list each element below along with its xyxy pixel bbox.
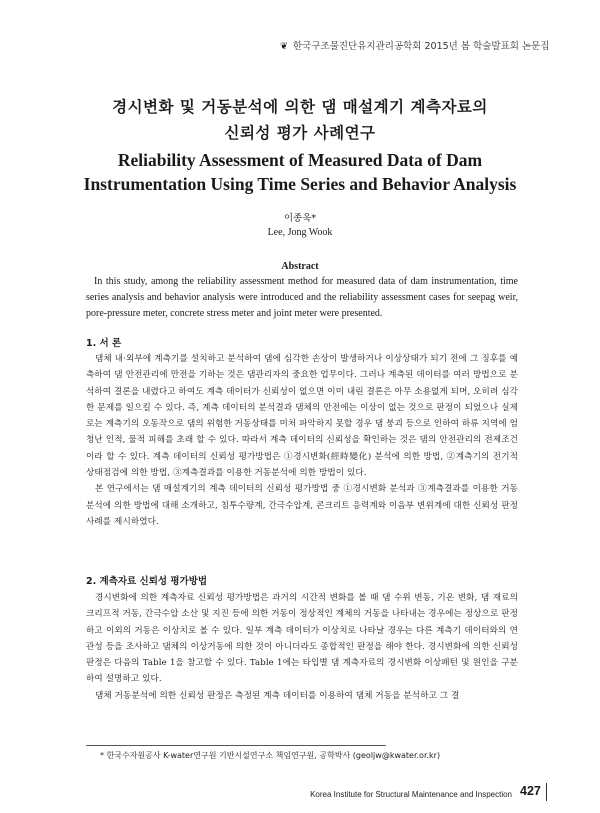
page-number: 427 — [520, 784, 541, 798]
section-2-heading: 2. 계측자료 신뢰성 평가방법 — [86, 576, 208, 587]
header-ornament-icon: ❦ — [280, 41, 288, 52]
footer-divider — [546, 783, 547, 801]
korean-title-line-1: 경시변화 및 거동분석에 의한 댐 매설계기 계측자료의 — [112, 98, 488, 116]
english-title-line-2: Instrumentation Using Time Series and Behavior Analysis — [83, 174, 517, 194]
english-title-line-1: Reliability Assessment of Measured Data of Dam — [117, 150, 483, 170]
section-2-paragraph-1: 경시변화에 의한 계측자료 신뢰성 평가방법은 과거의 시간적 변화를 볼 때 댐 수위 변동, 기온 변화, 댐 재료의 크리프적 거동, 간극수압 소산 및 지진 등에 의한 거동이 정상적인 계체의 거동을 나타내는 경우에는 정상으로 판정하고 이외의 거동은 이상치로 볼 수 있다. 일부 계측 데이터가 이상치로 나타날 경우는 다른 계측기 데이터와의 연관성 등을 조사하고 댐체의 이상거동에 의한 것이 아니더라도 종합적인 판정을 해야 한다. 경시변화에 의한 신뢰성 판정은 다음의 Table 1을 참고할 수 있다. Table 1에는 타입별 댐 계측자료의 경시변화 이상패턴 및 원인을 구분하여 설명하고 있다. — [86, 593, 518, 685]
section-1-body — [86, 351, 518, 530]
section-2-paragraph-2: 댐체 거동분석에 의한 신뢰성 판정은 측정된 계측 데이터를 이용하여 댐체 거동을 분석하고 그 결 — [95, 690, 460, 701]
journal-name: 한국구조물진단유지관리공학회 2015년 봄 학술발표회 논문집 — [293, 41, 550, 52]
footer-institute: Korea Institute for Structural Maintenance and Inspection — [310, 790, 512, 799]
section-1-paragraph-2: 본 연구에서는 댐 매설계기의 계측 데이터의 신뢰성 평가방법 중 ①경시변화 분석과 ③계측결과를 이용한 거동분석에 의한 방법에 대해 소개하고, 침투수량계, 간극수압계, 콘크리트 응력계와 이음부 변위계에 대한 신뢰성 판정 사례를 제시하였다. — [86, 484, 518, 527]
running-header — [280, 38, 550, 52]
korean-title-line-2: 신뢰성 평가 사례연구 — [224, 124, 376, 142]
english-title — [40, 148, 560, 196]
section-1-paragraph-1: 댐체 내·외부에 계측기를 설치하고 분석하여 댐에 심각한 손상이 발생하거나 이상상태가 되기 전에 그 징후를 예측하여 댐 안전관리에 만전을 기하는 것은 댐관리자의 중요한 업무이다. 그러나 계측된 데이터를 여러 방법으로 분석하여 결론을 내렸다고 하여도 계측 데이터가 신뢰성이 없으면 이미 내린 결론은 아무 소용없게 되며, 오히려 심각한 문제를 일으킬 수 있다. 즉, 계측 데이터의 분석결과 댐체의 안전에는 이상이 없는 것으로 판정이 되었으나 실제로는 계측기의 오동작으로 댐의 위험한 거동상태를 미처 파악하지 못할 경우 댐 붕괴 등으로 인하여 하류 지역에 엄청난 인적, 물적 피해를 초래 할 수 있다. 따라서 계측 데이터의 신뢰성을 확인하는 것은 댐의 안전관리의 전제조건이라 할 수 있다. 계측 데이터의 신뢰성 평가방법은 ①경시변화(經時變化) 분석에 의한 방법, ②계측기의 전기적 상태점검에 의한 방법, ③계측결과를 이용한 거동분석에 의한 방법이 있다. — [86, 354, 518, 479]
author-name-korean: 이종욱* — [283, 213, 317, 224]
abstract-heading: Abstract — [281, 261, 319, 272]
section-2-body — [86, 590, 518, 704]
korean-title — [60, 94, 540, 146]
abstract-text: In this study, among the reliability assessment method for measured data of dam instrumentation, time series analysis and behavior analysis were introduced and the reliability assessment cases for seepag weir, pore-pressure meter, concrete stress meter and joint meter were presented. — [86, 276, 518, 319]
section-1-heading: 1. 서 론 — [86, 338, 122, 349]
abstract-body — [86, 274, 518, 322]
footnote-divider — [86, 745, 386, 746]
author-affiliation-footnote: * 한국수자원공사 K-water연구원 기반시설연구소 책임연구원, 공학박사 (geoljw@kwater.or.kr) — [100, 751, 441, 760]
author-name-english: Lee, Jong Wook — [267, 227, 333, 238]
